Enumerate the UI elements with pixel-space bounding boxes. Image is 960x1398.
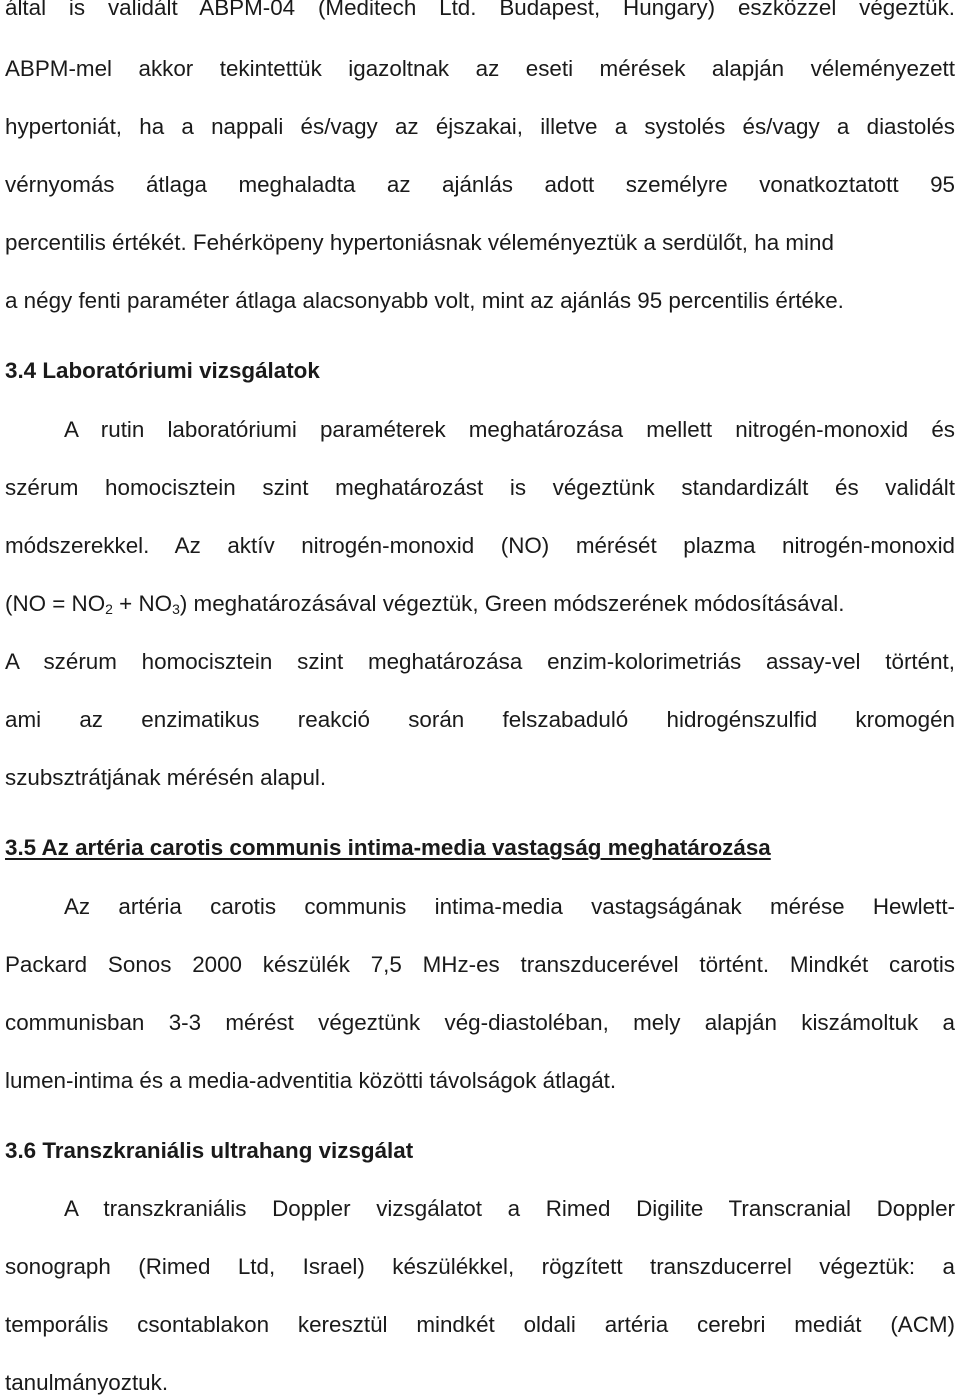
- formula-line: [5, 589, 955, 619]
- formula-part: + NO: [112, 591, 173, 616]
- text-line: lumen-intima és a media-adventitia közötti távolságok átlagát.: [5, 1068, 617, 1093]
- text-line: communisban 3-3 mérést végeztünk vég-diastoléban, mely alapján kiszámoltuk a: [5, 1010, 955, 1035]
- section-heading-3-4: 3.4 Laboratóriumi vizsgálatok: [5, 358, 320, 383]
- text-line: által is validált ABPM-04 (Meditech Ltd. Budapest, Hungary) eszközzel végeztük.: [5, 0, 955, 20]
- formula-part: (NO = NO: [5, 591, 106, 616]
- text-line: A szérum homocisztein szint meghatározása enzim-kolorimetriás assay-vel történt,: [5, 649, 955, 674]
- text-line: percentilis értékét. Fehérköpeny hypertoniásnak véleményeztük a serdülőt, ha mind: [5, 230, 834, 255]
- text-line: szubsztrátjának mérésén alapul.: [5, 765, 327, 790]
- subscript: 3: [172, 601, 180, 617]
- text-line: szérum homocisztein szint meghatározást is végeztünk standardizált és validált: [5, 475, 955, 500]
- section-heading-3-6: 3.6 Transzkraniális ultrahang vizsgálat: [5, 1138, 414, 1163]
- text-line: módszerekkel. Az aktív nitrogén-monoxid (NO) mérését plazma nitrogén-monoxid: [5, 533, 955, 558]
- text-line: A transzkraniális Doppler vizsgálatot a Rimed Digilite Transcranial Doppler: [64, 1196, 955, 1221]
- text-line: hypertoniát, ha a nappali és/vagy az éjszakai, illetve a systolés és/vagy a diastolés: [5, 114, 955, 139]
- text-line: Az artéria carotis communis intima-media vastagságának mérése Hewlett-: [64, 894, 955, 919]
- text-line: vérnyomás átlaga meghaladta az ajánlás adott személyre vonatkoztatott 95: [5, 172, 955, 197]
- text-line: Packard Sonos 2000 készülék 7,5 MHz-es transzducerével történt. Mindkét carotis: [5, 952, 955, 977]
- text-line: temporális csontablakon keresztül mindkét oldali artéria cerebri mediát (ACM): [5, 1312, 955, 1337]
- text-line: tanulmányoztuk.: [5, 1370, 169, 1395]
- text-line: a négy fenti paraméter átlaga alacsonyabb volt, mint az ajánlás 95 percentilis értéke.: [5, 288, 844, 313]
- formula-part: ) meghatározásával végeztük, Green módszerének módosításával.: [179, 591, 845, 616]
- subscript: 2: [105, 601, 113, 617]
- text-line: ABPM-mel akkor tekintettük igazoltnak az eseti mérések alapján véleményezett: [5, 56, 955, 81]
- section-heading-3-5: 3.5 Az artéria carotis communis intima-media vastagság meghatározása: [5, 835, 771, 860]
- text-line: A rutin laboratóriumi paraméterek meghatározása mellett nitrogén-monoxid és: [64, 417, 955, 442]
- text-line: sonograph (Rimed Ltd, Israel) készülékkel, rögzített transzducerrel végeztük: a: [5, 1254, 955, 1279]
- text-line: ami az enzimatikus reakció során felszabaduló hidrogénszulfid kromogén: [5, 707, 955, 732]
